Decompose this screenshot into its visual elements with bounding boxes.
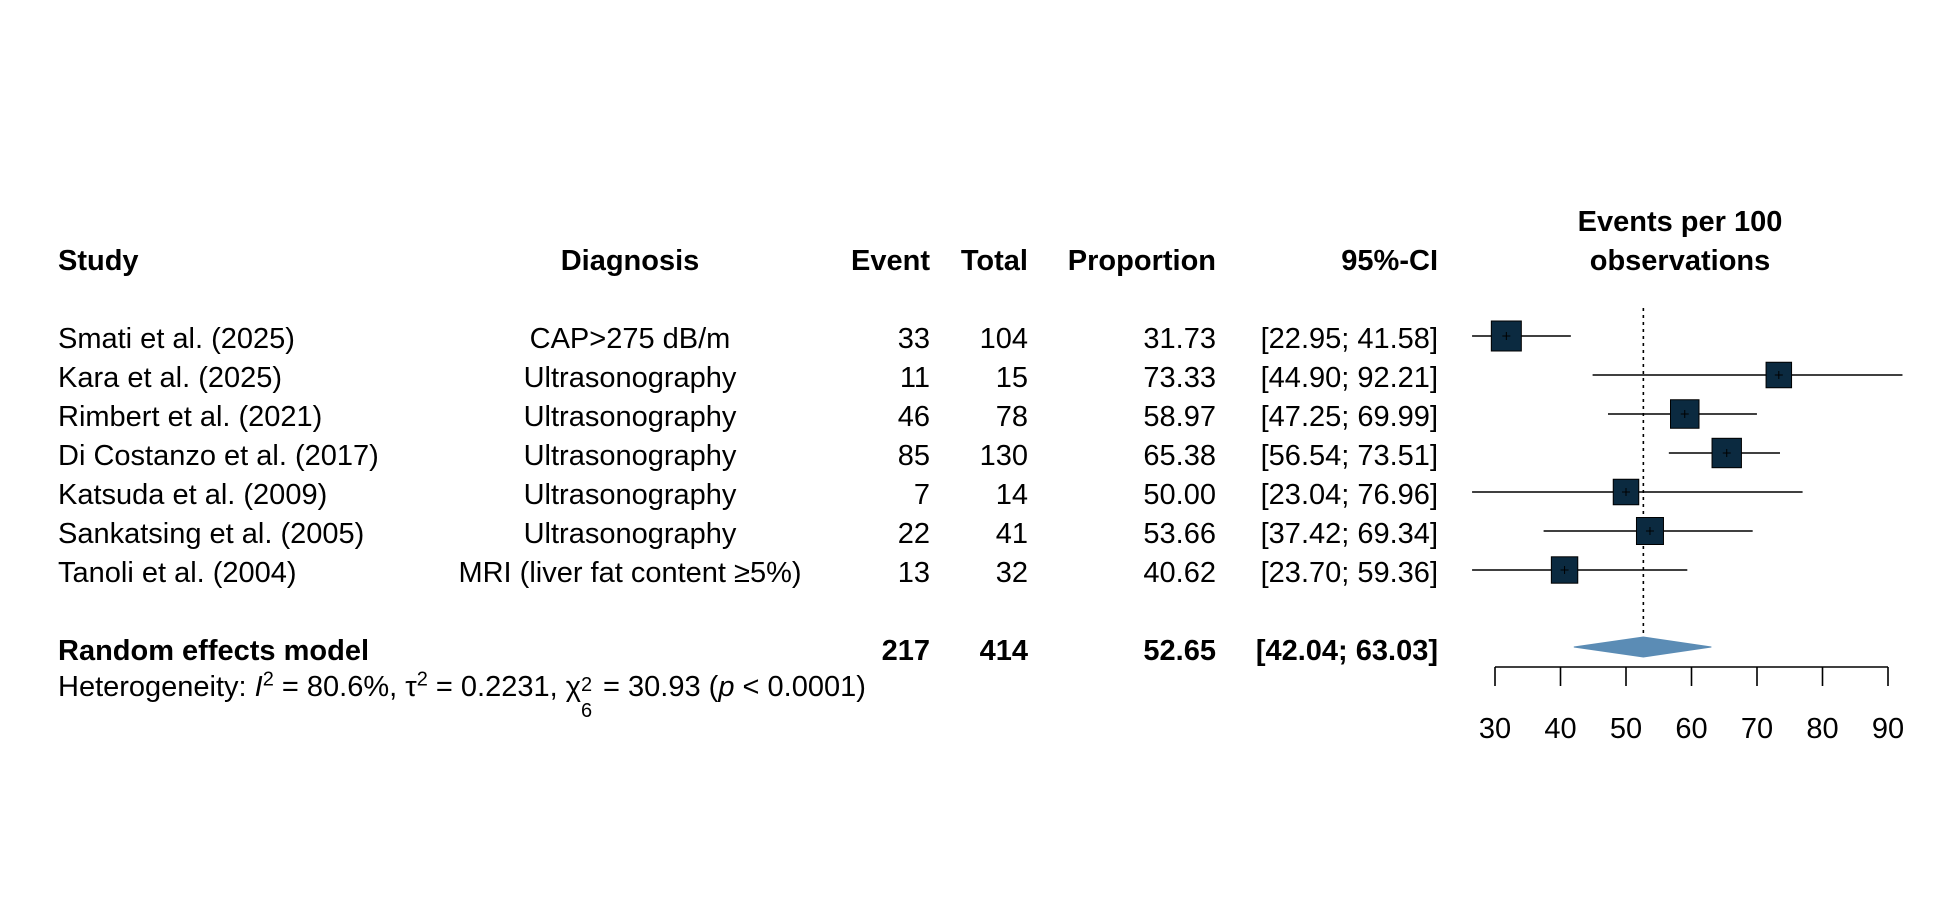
study-event: 33: [897, 323, 930, 355]
study-diagnosis: CAP>275 dB/m: [529, 323, 731, 355]
tau-symbol: τ: [405, 671, 417, 703]
summary-event: 217: [881, 635, 930, 667]
study-ci: [22.95; 41.58]: [1260, 323, 1438, 355]
p-value: < 0.0001): [734, 671, 866, 703]
summary-proportion: 52.65: [1143, 635, 1216, 667]
study-proportion: 50.00: [1143, 479, 1216, 511]
study-total: 41: [995, 518, 1028, 550]
header-proportion: Proportion: [1067, 245, 1216, 277]
study-name: Di Costanzo et al. (2017): [58, 440, 379, 472]
study-event: 22: [897, 518, 930, 550]
heterogeneity-text: Heterogeneity: $I^2 = 80.6\%$, $\tau^2 = 0.2231$, χ 2 6 = 30.93 (p < 0.0001): [58, 668, 866, 722]
x-tick-label: 80: [1806, 713, 1839, 745]
study-ci: [23.04; 76.96]: [1260, 479, 1438, 511]
study-ci: [37.42; 69.34]: [1260, 518, 1438, 550]
chi-symbol: χ: [565, 671, 581, 703]
study-diagnosis: Ultrasonography: [523, 440, 737, 472]
study-ci: [23.70; 59.36]: [1260, 557, 1438, 589]
summary-diamond: [1574, 637, 1711, 657]
header-ci: 95%-CI: [1341, 245, 1438, 277]
p-symbol: p: [718, 671, 735, 703]
study-event: 85: [897, 440, 930, 472]
x-tick-label: 60: [1675, 713, 1708, 745]
study-total: 15: [995, 362, 1028, 394]
study-name: Kara et al. (2025): [58, 362, 283, 394]
tau-value: = 0.2231,: [427, 671, 566, 703]
study-total: 130: [979, 440, 1028, 472]
study-name: Tanoli et al. (2004): [58, 557, 297, 589]
study-name: Rimbert et al. (2021): [58, 401, 323, 433]
summary-label: Random effects model: [58, 635, 369, 667]
study-diagnosis: Ultrasonography: [523, 518, 737, 550]
study-diagnosis: Ultrasonography: [523, 479, 737, 511]
study-name: Sankatsing et al. (2005): [58, 518, 365, 550]
summary-ci: [42.04; 63.03]: [1255, 635, 1438, 667]
study-diagnosis: Ultrasonography: [523, 401, 737, 433]
i2-value: = 80.6%,: [273, 671, 406, 703]
tau-sup: 2: [416, 668, 428, 691]
x-tick-label: 30: [1478, 713, 1512, 745]
study-event: 11: [899, 362, 930, 394]
x-tick-label: 90: [1871, 713, 1905, 745]
plot-header-line2: observations: [1589, 245, 1771, 277]
study-diagnosis: Ultrasonography: [523, 362, 737, 394]
i2-sup: 2: [262, 668, 274, 691]
study-total: 14: [995, 479, 1028, 511]
study-proportion: 65.38: [1143, 440, 1216, 472]
summary-total: 414: [979, 635, 1028, 667]
plot-header-line1: Events per 100: [1577, 206, 1783, 238]
header-total: Total: [960, 245, 1028, 277]
study-name: Smati et al. (2025): [58, 323, 295, 355]
study-proportion: 40.62: [1143, 557, 1216, 589]
study-total: 32: [995, 557, 1028, 589]
i2-symbol: I: [254, 671, 263, 703]
study-event: 13: [897, 557, 930, 589]
heterogeneity-prefix: Heterogeneity:: [58, 671, 255, 703]
study-event: 46: [897, 401, 930, 433]
study-ci: [44.90; 92.21]: [1260, 362, 1438, 394]
study-event: 7: [913, 479, 930, 511]
x-tick-label: 40: [1544, 713, 1577, 745]
header-event: Event: [851, 245, 930, 277]
x-tick-label: 50: [1609, 713, 1643, 745]
study-name: Katsuda et al. (2009): [58, 479, 328, 511]
header-study: Study: [58, 245, 139, 277]
x-tick-label: 70: [1740, 713, 1774, 745]
study-total: 78: [995, 401, 1028, 433]
header-diagnosis: Diagnosis: [560, 245, 700, 277]
study-proportion: 58.97: [1143, 401, 1216, 433]
study-proportion: 53.66: [1143, 518, 1216, 550]
study-ci: [47.25; 69.99]: [1260, 401, 1438, 433]
study-proportion: 73.33: [1143, 362, 1216, 394]
study-diagnosis: MRI (liver fat content ≥5%): [458, 557, 802, 589]
study-proportion: 31.73: [1143, 323, 1216, 355]
chi-value: = 30.93 (: [594, 671, 719, 703]
study-ci: [56.54; 73.51]: [1260, 440, 1438, 472]
study-total: 104: [979, 323, 1028, 355]
